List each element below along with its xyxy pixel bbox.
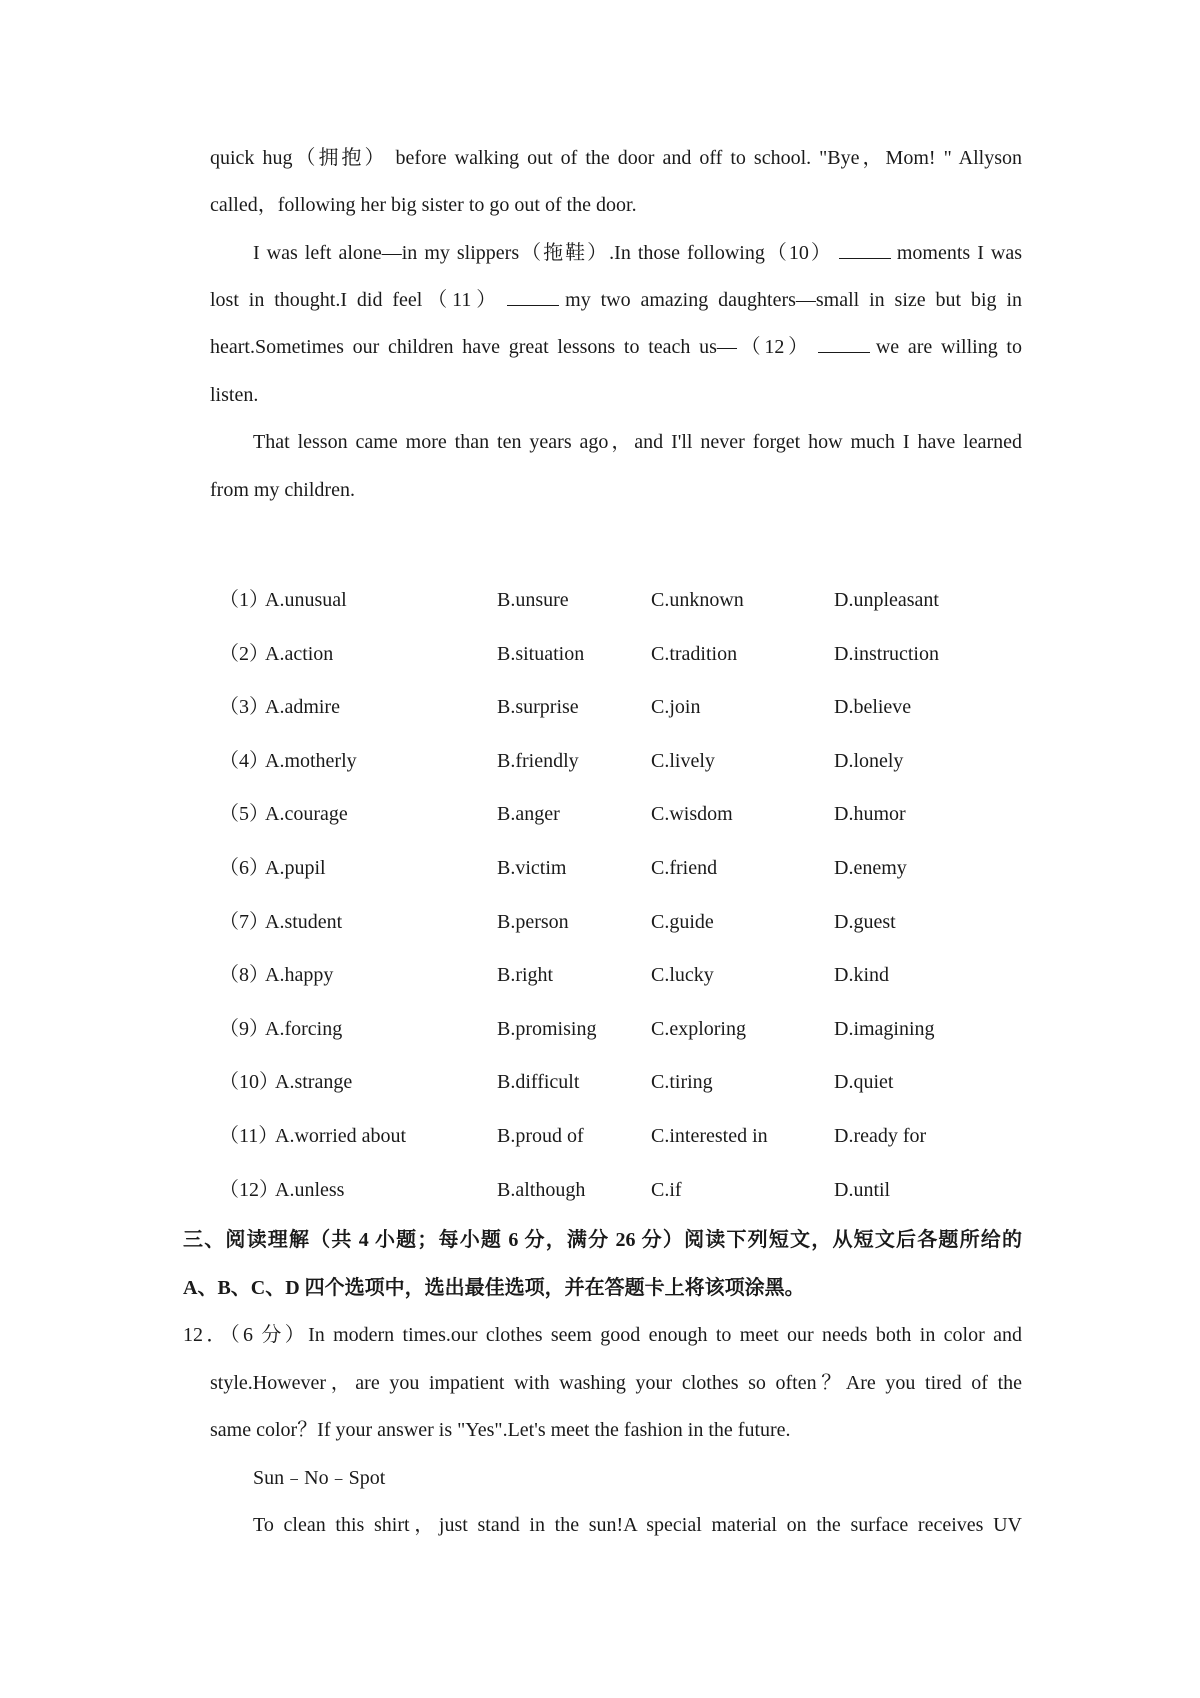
- passage-text: I was left alone—in my slippers（拖鞋）.In those following（10）: [253, 242, 833, 264]
- option-choice-d: D.kind: [834, 964, 889, 987]
- option-choice-b: B.unsure: [497, 589, 569, 611]
- option-number: （9）: [219, 1017, 269, 1040]
- option-choice-b: B.difficult: [497, 1071, 580, 1094]
- option-choice-a: A.admire: [265, 696, 340, 719]
- passage-p1-line2: called，following her big sister to go out of the door.: [210, 194, 637, 216]
- option-choice-a: A.worried about: [275, 1125, 407, 1147]
- option-number: （10）: [219, 1071, 279, 1094]
- option-choice-b: B.promising: [497, 1017, 597, 1040]
- passage-p3-line2: from my children.: [210, 479, 355, 501]
- option-choice-d: D.until: [834, 1178, 891, 1201]
- option-number: （12）: [219, 1178, 279, 1201]
- option-choice-d: D.quiet: [834, 1071, 894, 1094]
- option-choice-b: B.person: [497, 910, 569, 933]
- option-choice-c: C.guide: [651, 910, 714, 933]
- option-number: （7）: [219, 910, 269, 933]
- question-12-subtitle: Sun﹣No﹣Spot: [253, 1467, 386, 1489]
- passage-p2-line2: [210, 286, 1022, 314]
- option-choice-a: A.motherly: [265, 749, 357, 772]
- question-12-line3: same color？If your answer is "Yes".Let's meet the fashion in the future.: [210, 1419, 791, 1441]
- passage-p1-line1: quick hug（拥抱） before walking out of the door and off to school. "Bye，Mom! " Allyson: [210, 147, 1022, 169]
- option-choice-b: B.friendly: [497, 749, 579, 772]
- option-choice-d: D.guest: [834, 910, 896, 933]
- passage-p3-line1: That lesson came more than ten years ago，and I'll never forget how much I have learned: [253, 431, 1022, 453]
- option-choice-c: C.interested in: [651, 1125, 768, 1147]
- option-number: （6）: [219, 857, 269, 879]
- option-choice-d: D.imagining: [834, 1017, 935, 1040]
- option-choice-d: D.unpleasant: [834, 589, 939, 611]
- option-choice-a: A.happy: [265, 964, 334, 987]
- section-title-line2: A、B、C、D 四个选项中，选出最佳选项，并在答题卡上将该项涂黑。: [183, 1277, 805, 1299]
- question-12-line4: To clean this shirt，just stand in the sun!A special material on the surface receives UV: [253, 1514, 1022, 1536]
- option-number: （4）: [219, 749, 269, 772]
- option-choice-d: D.instruction: [834, 642, 939, 665]
- option-choice-c: C.wisdom: [651, 803, 733, 826]
- passage-text: my two amazing daughters—small in size but big in: [565, 289, 1022, 311]
- option-choice-b: B.proud of: [497, 1125, 584, 1147]
- option-choice-a: A.unusual: [265, 589, 347, 611]
- question-12-line1: 12．（6 分）In modern times.our clothes seem good enough to meet our needs both in color and: [183, 1324, 1022, 1346]
- option-choice-c: C.lively: [651, 749, 715, 772]
- option-choice-b: B.victim: [497, 857, 567, 879]
- section-title-line1: 三、阅读理解（共 4 小题；每小题 6 分，满分 26 分）阅读下列短文，从短文后各题所给的: [183, 1229, 1022, 1251]
- passage-text: moments I was: [896, 242, 1022, 264]
- answer-blank-12: [818, 334, 870, 353]
- option-choice-c: C.unknown: [651, 589, 744, 611]
- answer-blank-11: [507, 287, 559, 306]
- option-choice-a: A.action: [265, 642, 334, 665]
- option-choice-a: A.pupil: [265, 857, 326, 879]
- option-choice-a: A.unless: [275, 1178, 345, 1201]
- option-choice-d: D.lonely: [834, 749, 904, 772]
- option-choice-c: C.if: [651, 1178, 682, 1201]
- option-choice-c: C.exploring: [651, 1017, 746, 1040]
- option-choice-b: B.situation: [497, 642, 585, 665]
- option-choice-a: A.strange: [275, 1071, 353, 1094]
- option-choice-b: B.right: [497, 964, 554, 987]
- option-number: （8）: [219, 964, 269, 987]
- option-choice-b: B.although: [497, 1178, 586, 1201]
- option-choice-b: B.anger: [497, 803, 560, 826]
- option-choice-d: D.believe: [834, 696, 912, 719]
- option-choice-b: B.surprise: [497, 696, 579, 719]
- answer-blank-10: [839, 240, 891, 259]
- option-choice-c: C.tiring: [651, 1071, 713, 1094]
- option-choice-a: A.courage: [265, 803, 348, 826]
- option-choice-c: C.lucky: [651, 964, 714, 987]
- passage-text: lost in thought.I did feel（11）: [210, 289, 502, 311]
- passage-text: heart.Sometimes our children have great lessons to teach us—（12）: [210, 336, 812, 358]
- option-choice-a: A.student: [265, 910, 343, 933]
- option-number: （2）: [219, 642, 269, 665]
- option-number: （5）: [219, 803, 269, 826]
- option-number: （11）: [219, 1125, 279, 1147]
- option-number: （1）: [219, 589, 269, 611]
- option-choice-c: C.friend: [651, 857, 718, 879]
- option-choice-c: C.tradition: [651, 642, 738, 665]
- option-choice-a: A.forcing: [265, 1017, 343, 1040]
- passage-p2-line3: [210, 333, 1022, 361]
- passage-text: we are willing to: [875, 336, 1022, 358]
- question-12-line2: style.However，are you impatient with washing your clothes so often？Are you tired of the: [210, 1372, 1022, 1394]
- option-number: （3）: [219, 696, 269, 719]
- passage-p2-line4: listen.: [210, 384, 259, 406]
- option-choice-d: D.humor: [834, 803, 906, 826]
- passage-p2-line1: [253, 239, 1022, 267]
- option-choice-d: D.enemy: [834, 857, 907, 879]
- option-choice-d: D.ready for: [834, 1125, 927, 1147]
- option-choice-c: C.join: [651, 696, 701, 719]
